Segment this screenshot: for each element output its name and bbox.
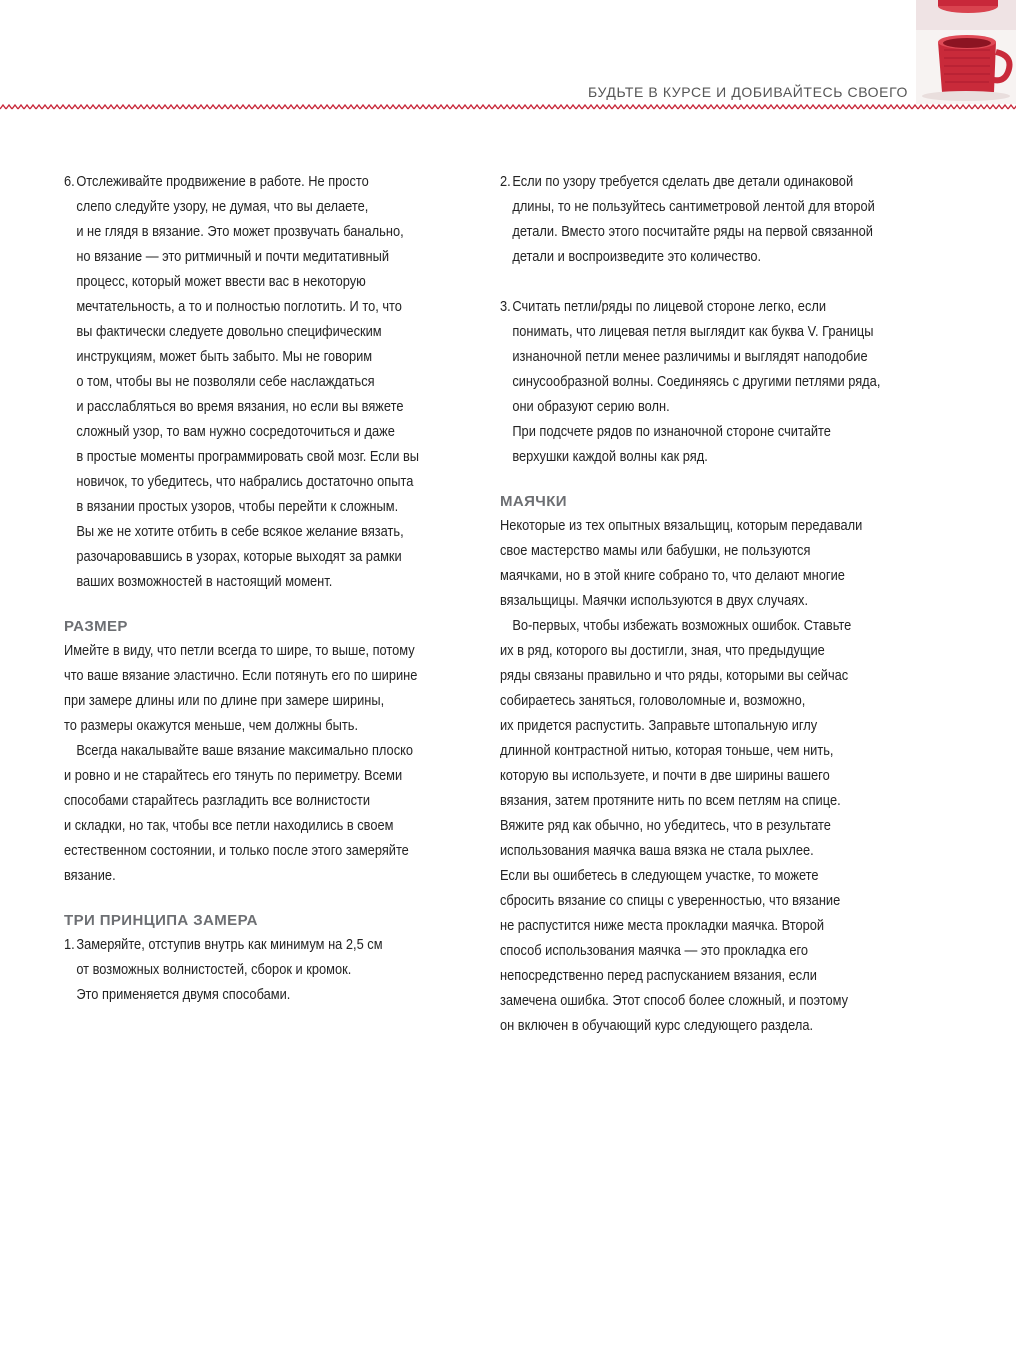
text-line: Отслеживайте продвижение в работе. Не просто [76, 174, 369, 190]
text-line: непосредственно перед распусканием вязания, если [500, 968, 817, 984]
size-paragraph-1 [64, 639, 484, 739]
text-line: Вяжите ряд как обычно, но убедитесь, что в результате [500, 818, 831, 834]
markers-paragraph-2 [500, 614, 920, 1039]
text-line: детали. Вместо этого посчитайте ряды на первой связанной [512, 224, 873, 240]
text-line: сбросить вязание со спицы с уверенностью, что вязание [500, 893, 841, 909]
text-line: в вязании простых узоров, чтобы перейти к сложным. [76, 499, 399, 515]
text-line: верхушки каждой волны как ряд. [512, 449, 708, 465]
text-line: новичок, то убедитесь, что набрались достаточно опыта [76, 474, 414, 490]
text-line: которую вы используете, и почти в две ширины вашего [500, 768, 830, 784]
text-line: ваших возможностей в настоящий момент. [76, 574, 333, 590]
text-line: Если вы ошибетесь в следующем участке, то можете [500, 868, 819, 884]
text-line: и не глядя в вязание. Это может прозвучать банально, [76, 224, 404, 240]
text-line: и ровно и не старайтесь его тянуть по периметру. Всеми [64, 768, 403, 784]
right-column [500, 170, 920, 1039]
text-line: он включен в обучающий курс следующего раздела. [500, 1018, 814, 1034]
text-line: Всегда накалывайте ваше вязание максимально плоско [76, 743, 414, 759]
text-line: и расслабляться во время вязания, но если вы вяжете [76, 399, 404, 415]
text-line: от возможных волнистостей, сборок и кромок. [76, 962, 352, 978]
text-line: процесс, который может ввести вас в некоторую [76, 274, 366, 290]
list-item-2 [500, 170, 920, 270]
text-line: Это применяется двумя способами. [76, 987, 291, 1003]
section-heading-size: РАЗМЕР [64, 618, 128, 635]
text-line: способ использования маячка — это прокладка его [500, 943, 809, 959]
text-line: мечтательность, а то и полностью поглотить. И то, что [76, 299, 402, 315]
text-line: Если по узору требуется сделать две детали одинаковой [512, 174, 854, 190]
decorative-stitch-rule [0, 103, 1016, 111]
section-heading-three-principles: ТРИ ПРИНЦИПА ЗАМЕРА [64, 912, 258, 929]
text-line: маячками, но в этой книге собрано то, что делают многие [500, 568, 845, 584]
text-line: ряды связаны правильно и что ряды, которыми вы сейчас [500, 668, 849, 684]
text-line: Имейте в виду, что петли всегда то шире, то выше, потому [64, 643, 415, 659]
text-line: Некоторые из тех опытных вязальщиц, которым передавали [500, 518, 863, 534]
text-line: использования маячка ваша вязка не стала рыхлее. [500, 843, 814, 859]
text-line: собираетесь заняться, головоломные и, возможно, [500, 693, 806, 709]
text-line: синусообразной волны. Соединяясь с другими петлями ряда, [512, 374, 881, 390]
text-line: сложный узор, то вам нужно сосредоточиться и даже [76, 424, 395, 440]
list-item-3 [500, 295, 920, 470]
text-line: Считать петли/ряды по лицевой стороне легко, если [512, 299, 827, 315]
text-line: их в ряд, которого вы достигли, зная, что предыдущие [500, 643, 825, 659]
text-line: и складки, но так, чтобы все петли находились в своем [64, 818, 394, 834]
running-head: БУДЬТЕ В КУРСЕ И ДОБИВАЙТЕСЬ СВОЕГО [588, 84, 908, 100]
text-line: понимать, что лицевая петля выглядит как буква V. Границы [512, 324, 874, 340]
list-item-6 [64, 170, 484, 595]
size-paragraph-2 [64, 739, 484, 889]
markers-paragraph-1 [500, 514, 920, 614]
text-line: способами старайтесь разгладить все волнистости [64, 793, 371, 809]
text-line: они образуют серию волн. [512, 399, 670, 415]
text-line: естественном состоянии, и только после этого замеряйте [64, 843, 409, 859]
text-line: длинной контрастной нитью, которая тоньше, чем нить, [500, 743, 834, 759]
text-line: вы фактически следуете довольно специфическим [76, 324, 382, 340]
text-line: длины, то не пользуйтесь сантиметровой лентой для второй [512, 199, 875, 215]
text-line: но вязание — это ритмичный и почти медитативный [76, 249, 390, 265]
text-line: Замеряйте, отступив внутрь как минимум на 2,5 см [76, 937, 383, 953]
list-number: 1. [64, 937, 75, 953]
text-line: свое мастерство мамы или бабушки, не пользуются [500, 543, 811, 559]
text-line: то размеры окажутся меньше, чем должны быть. [64, 718, 359, 734]
text-line: при замере длины или по длине при замере ширины, [64, 693, 385, 709]
text-line: вязальщицы. Маячки используются в двух случаях. [500, 593, 809, 609]
text-line: Во-первых, чтобы избежать возможных ошибок. Ставьте [512, 618, 852, 634]
list-number: 2. [500, 174, 511, 190]
text-line: вязание. [64, 868, 116, 884]
text-line: Вы же не хотите отбить в себе всякое желание вязать, [76, 524, 404, 540]
text-line: их придется распустить. Заправьте штопальную иглу [500, 718, 818, 734]
text-line: инструкциям, может быть забыто. Мы не говорим [76, 349, 373, 365]
mug-photo-icon [916, 0, 1016, 104]
text-line: о том, чтобы вы не позволяли себе наслаждаться [76, 374, 375, 390]
section-heading-markers: МАЯЧКИ [500, 493, 567, 510]
text-line: слепо следуйте узору, не думая, что вы делаете, [76, 199, 369, 215]
text-line: не распустится ниже места прокладки маячка. Второй [500, 918, 825, 934]
text-line: детали и воспроизведите это количество. [512, 249, 762, 265]
corner-photo-knitted-mug [916, 0, 1016, 104]
text-line: замечена ошибка. Этот способ более сложный, и поэтому [500, 993, 849, 1009]
text-line: разочаровавшись в узорах, которые выходят за рамки [76, 549, 402, 565]
text-line: изнаночной петли менее различимы и выглядят наподобие [512, 349, 868, 365]
left-column [64, 170, 484, 1008]
text-line: в простые моменты программировать свой мозг. Если вы [76, 449, 419, 465]
list-item-1 [64, 933, 484, 1008]
list-number: 6. [64, 174, 75, 190]
text-line: вязания, затем протяните нить по всем петлям на спице. [500, 793, 841, 809]
text-line: что ваше вязание эластично. Если потянуть его по ширине [64, 668, 418, 684]
text-line: При подсчете рядов по изнаночной стороне считайте [512, 424, 831, 440]
list-number: 3. [500, 299, 511, 315]
